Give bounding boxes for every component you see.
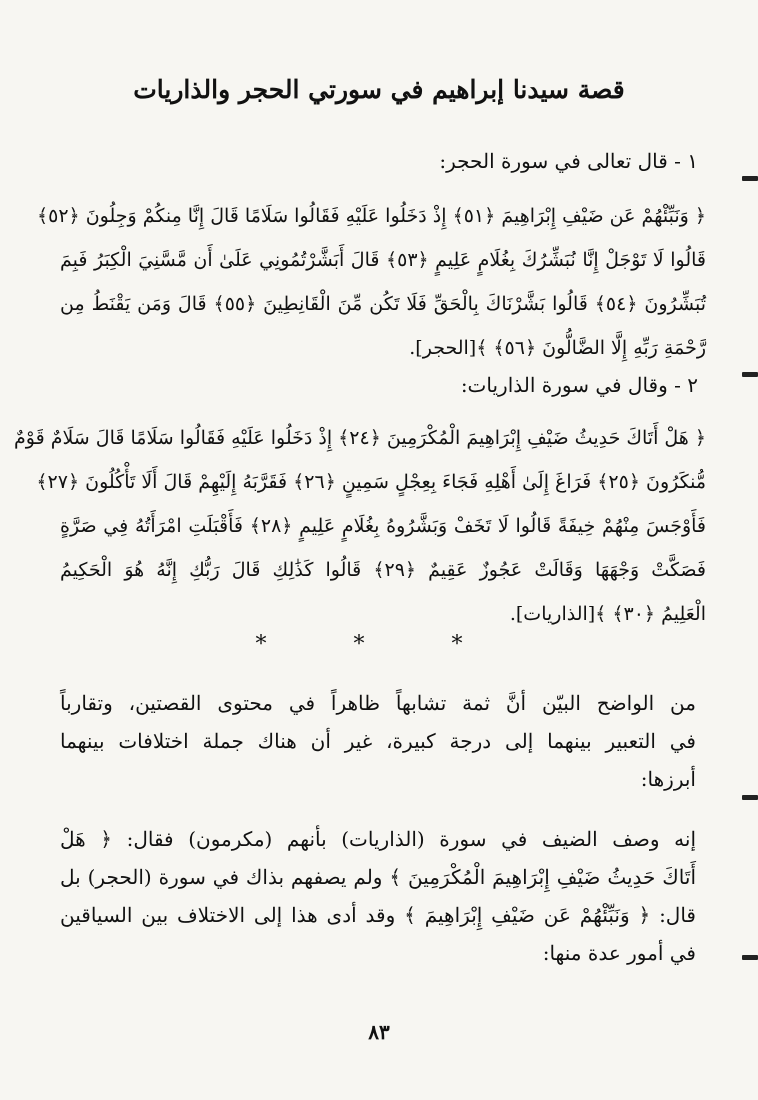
paragraph-line: في التعبير بينهما إلى درجة كبيرة، غير أن هناك جملة اختلافات بينهما	[60, 729, 696, 753]
paragraph-line: أبرزها:	[640, 767, 696, 791]
page-edge-mark	[742, 795, 758, 800]
page-edge-mark	[742, 176, 758, 181]
page-edge-mark	[742, 372, 758, 377]
paragraph-line: قال: ﴿ وَنَبِّئْهُمْ عَن ضَيْفِ إِبْرَاهِيمَ ﴾ وقد أدى هذا إلى الاختلاف بين السياقين	[60, 903, 696, 927]
verse-line: فَصَكَّتْ وَجْهَهَا وَقَالَتْ عَجُوزٌ عَقِيمٌ ﴿٢٩﴾ قَالُوا كَذَٰلِكِ قَالَ رَبُّكِ إِنَّهُ هُوَ الْحَكِيمُ	[60, 559, 706, 581]
page-edge-mark	[742, 955, 758, 960]
verse-line: تُبَشِّرُونَ ﴿٥٤﴾ قَالُوا بَشَّرْنَاكَ بِالْحَقِّ فَلَا تَكُن مِّنَ الْقَانِطِينَ ﴿٥٥﴾ قَالَ وَمَن يَقْنَطُ مِن	[60, 293, 706, 315]
paragraph-line: في أمور عدة منها:	[542, 941, 696, 965]
verse-block-al-hijr	[36, 194, 706, 370]
paragraph-line: أَتَاكَ حَدِيثُ ضَيْفِ إِبْرَاهِيمَ الْمُكْرَمِينَ ﴾ ولم يصفهم بذاك في سورة (الحجر) بل	[60, 865, 696, 889]
verse-line: الْعَلِيمُ ﴿٣٠﴾ ﴾[الذاريات].	[509, 603, 706, 625]
section-1-heading: ١ - قال تعالى في سورة الحجر:	[439, 149, 698, 173]
section-separator: * * *	[255, 632, 503, 657]
verse-line: ﴿ وَنَبِّئْهُمْ عَن ضَيْفِ إِبْرَاهِيمَ ﴿٥١﴾ إِذْ دَخَلُوا عَلَيْهِ فَقَالُوا سَلَامًا قَالَ إِنَّا مِنكُمْ وَجِلُونَ ﴿٥٢﴾	[36, 205, 706, 227]
page-title: قصة سيدنا إبراهيم في سورتي الحجر والذاريات	[133, 75, 625, 104]
verse-line: ﴿ هَلْ أَتَاكَ حَدِيثُ ضَيْفِ إِبْرَاهِيمَ الْمُكْرَمِينَ ﴿٢٤﴾ إِذْ دَخَلُوا عَلَيْهِ فَقَالُوا سَلَامًا قَالَ سَلَامٌ قَوْمٌ	[14, 427, 706, 449]
verse-line: قَالُوا لَا تَوْجَلْ إِنَّا نُبَشِّرُكَ بِغُلَامٍ عَلِيمٍ ﴿٥٣﴾ قَالَ أَبَشَّرْتُمُونِي عَلَىٰ أَن مَّسَّنِيَ الْكِبَرُ فَبِمَ	[60, 249, 706, 271]
body-paragraph-2	[60, 820, 696, 972]
verse-line: مُّنكَرُونَ ﴿٢٥﴾ فَرَاغَ إِلَىٰ أَهْلِهِ فَجَاءَ بِعِجْلٍ سَمِينٍ ﴿٢٦﴾ فَقَرَّبَهُ إِلَيْهِمْ قَالَ أَلَا تَأْكُلُونَ ﴿٢٧﴾	[36, 471, 706, 493]
verse-line: رَّحْمَةِ رَبِّهِ إِلَّا الضَّالُّونَ ﴿٥٦﴾ ﴾[الحجر].	[409, 337, 706, 359]
verse-block-adh-dhariyat	[14, 416, 706, 636]
verse-line: فَأَوْجَسَ مِنْهُمْ خِيفَةً قَالُوا لَا تَخَفْ وَبَشَّرُوهُ بِغُلَامٍ عَلِيمٍ ﴿٢٨﴾ فَأَقْبَلَتِ امْرَأَتُهُ فِي صَرَّةٍ	[60, 515, 706, 537]
body-paragraph-1	[60, 684, 696, 798]
paragraph-line: إنه وصف الضيف في سورة (الذاريات) بأنهم (مكرمون) فقال: ﴿ هَلْ	[60, 827, 696, 851]
section-2-heading: ٢ - وقال في سورة الذاريات:	[460, 373, 698, 397]
page-number: ٨٣	[368, 1020, 390, 1044]
paragraph-line: من الواضح البيّن أنَّ ثمة تشابهاً ظاهراً في محتوى القصتين، وتقارباً	[60, 691, 696, 715]
